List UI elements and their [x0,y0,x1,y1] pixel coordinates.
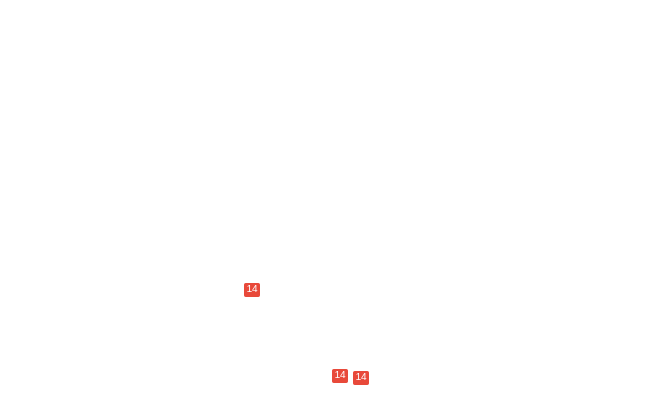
count-badge[interactable]: 14 [332,369,348,383]
count-badge[interactable]: 14 [353,371,369,385]
count-badge[interactable]: 14 [244,283,260,297]
